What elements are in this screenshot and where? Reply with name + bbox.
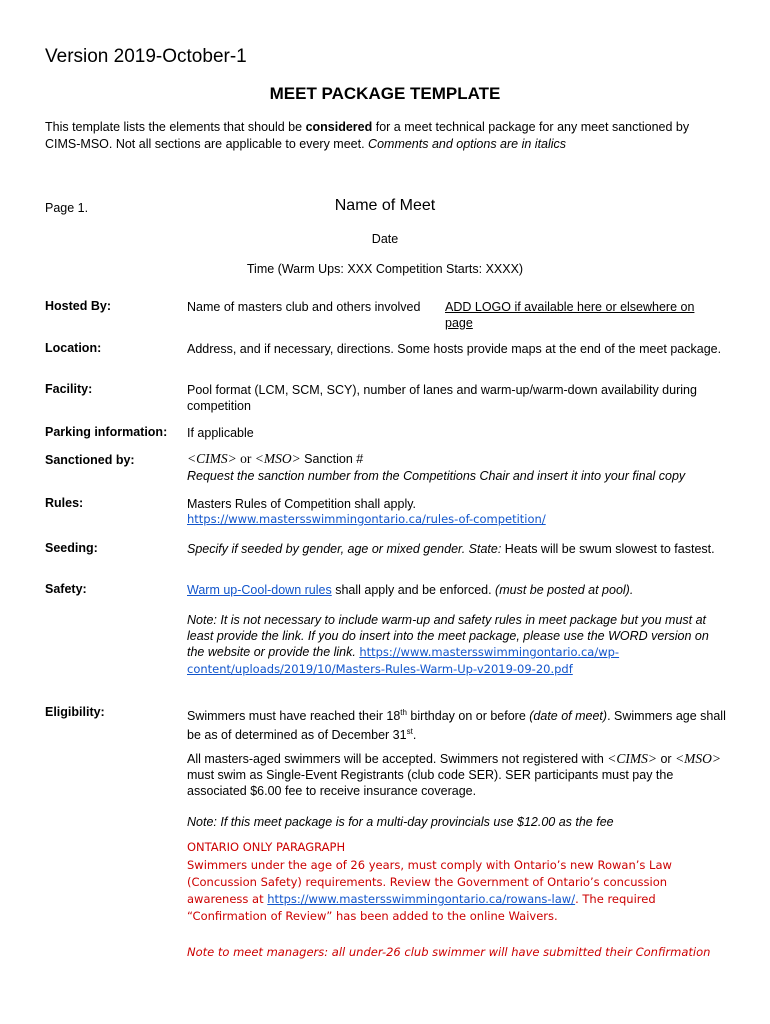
managers-note: Note to meet managers: all under-26 club swimmer will have submitted their Confirmation	[187, 945, 711, 959]
ontario-heading: ONTARIO ONLY PARAGRAPH	[187, 840, 346, 854]
elig-text-a: Swimmers must have reached their 18	[187, 709, 401, 724]
multiday-note: Note: If this meet package is for a multi-day provincials use $12.00 as the fee	[187, 815, 614, 829]
location-value: Address, and if necessary, directions. Some hosts provide maps at the end of the meet package.	[187, 342, 722, 356]
elig-text-c: . Swimmers age shall be as of determined as of December 31	[187, 709, 726, 743]
intro-italic: Comments and options are in italics	[368, 137, 567, 151]
safety-value	[187, 582, 727, 598]
sanctioned-label: Sanctioned by:	[45, 453, 135, 467]
elig-p2-a: All masters-aged swimmers will be accepted. Swimmers not registered with	[187, 752, 608, 766]
cims-placeholder: <CIMS>	[187, 451, 237, 466]
seeding-value	[187, 541, 727, 557]
meet-time: Time (Warm Ups: XXX Competition Starts: XXXX)	[246, 262, 524, 276]
intro-paragraph	[45, 119, 725, 153]
parking-value: If applicable	[187, 426, 254, 440]
page-label: Page 1.	[45, 201, 89, 215]
seeding-text: Heats will be swum slowest to fastest.	[504, 542, 715, 556]
logo-note: ADD LOGO if available here or elsewhere on page	[445, 300, 695, 330]
seeding-label: Seeding:	[45, 541, 98, 555]
elig-sup-th: th	[400, 708, 407, 717]
hosted-by-value: Name of masters club and others involved	[187, 300, 421, 314]
meet-name: Name of Meet	[334, 197, 436, 214]
intro-text-2: for a meet technical package for any meet sanctioned by CIMS-MSO. Not all sections are applicable to every meet.	[45, 120, 690, 151]
hosted-by-label: Hosted By:	[45, 299, 111, 313]
ontario-text-a: Swimmers under the age of 26 years, must comply with Ontario’s new Rowan’s Law (Concussion Safety) requirements. Review the Government of Ontario’s concussion awareness at	[187, 858, 672, 906]
version-label: Version 2019-October-1	[45, 46, 247, 67]
sanction-number-label: Sanction #	[300, 452, 364, 466]
location-label: Location:	[45, 341, 102, 355]
elig-sup-st: st	[406, 727, 413, 737]
rowans-law-link[interactable]: https://www.mastersswimmingontario.ca/rowans-law/	[267, 892, 576, 906]
ontario-text-b: . The required “Confirmation of Review” has been added to the online Waivers.	[187, 892, 656, 923]
elig-p2-b: must swim as Single-Event Registrants (club code SER). SER participants must pay the associated $6.00 fee to receive insurance coverage.	[187, 768, 674, 798]
meet-date: Date	[371, 232, 399, 246]
elig-text-d: .	[412, 728, 417, 743]
elig-mso: <MSO>	[675, 751, 722, 766]
safety-italic: (must be posted at pool).	[495, 583, 634, 597]
ontario-paragraph	[187, 857, 732, 925]
sanction-note: Request the sanction number from the Competitions Chair and insert it into your final copy	[187, 469, 686, 483]
safety-label: Safety:	[45, 582, 87, 596]
eligibility-label: Eligibility:	[45, 705, 105, 719]
rules-value: Masters Rules of Competition shall apply.	[187, 497, 417, 511]
rules-link-row	[187, 511, 727, 528]
elig-date-italic: (date of meet)	[529, 709, 608, 724]
intro-bold: considered	[305, 120, 373, 134]
eligibility-p2	[187, 751, 727, 799]
eligibility-p1	[187, 705, 727, 743]
sanctioned-value	[187, 451, 727, 467]
safety-note	[187, 612, 727, 678]
rules-label: Rules:	[45, 496, 84, 510]
elig-text-b: birthday on or before	[406, 709, 530, 724]
seeding-italic: Specify if seeded by gender, age or mixed gender. State:	[187, 542, 505, 556]
parking-label: Parking information:	[45, 425, 168, 439]
or-text: or	[236, 451, 255, 466]
facility-value: Pool format (LCM, SCM, SCY), number of lanes and warm-up/warm-down availability during competition	[187, 383, 697, 413]
safety-note-link[interactable]: https://www.mastersswimmingontario.ca/wp-content/uploads/2019/10/Masters-Rules-Warm-Up-v2019-09-20.pdf	[187, 645, 620, 676]
mso-placeholder: <MSO>	[254, 451, 301, 466]
safety-text: shall apply and be enforced.	[331, 583, 496, 597]
rules-link[interactable]: https://www.mastersswimmingontario.ca/rules-of-competition/	[187, 512, 546, 526]
warmup-rules-link[interactable]: Warm up-Cool-down rules	[187, 583, 332, 597]
safety-note-text: Note: It is not necessary to include warm-up and safety rules in meet package but you must at least provide the link. If you do insert into the meet package, please use the WORD version on the website or provide the link.	[187, 613, 709, 659]
document-title: MEET PACKAGE TEMPLATE	[269, 84, 501, 103]
facility-label: Facility:	[45, 382, 93, 396]
elig-cims: <CIMS>	[607, 751, 657, 766]
elig-or: or	[657, 752, 676, 766]
intro-text: This template lists the elements that should be	[45, 120, 306, 134]
